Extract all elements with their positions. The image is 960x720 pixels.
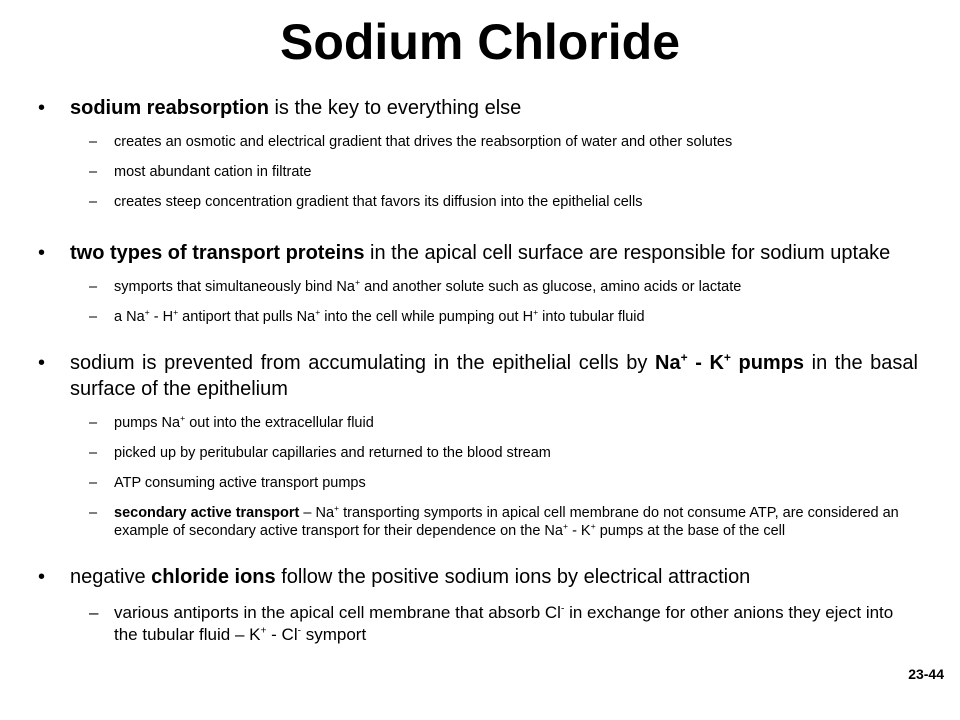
sub-text: creates an osmotic and electrical gradient that drives the reabsorption of water and other solutes (114, 134, 733, 150)
sub-text: various antiports in the apical cell membrane that absorb Cl (114, 603, 561, 622)
bullet-dot: • (38, 97, 46, 119)
sub-item (38, 602, 918, 646)
superscript: + (173, 307, 179, 318)
superscript: + (144, 307, 150, 318)
sub-text: antiport that pulls Na (178, 309, 316, 325)
superscript: + (680, 350, 688, 365)
dash-marker: – (89, 415, 98, 431)
dash-marker: – (89, 279, 98, 295)
bullet-text: sodium is prevented from accumulating in the epithelial cells by (70, 352, 656, 374)
superscript: + (315, 307, 321, 318)
page-number: 23-44 (908, 666, 944, 682)
bullet-chloride-ions (38, 564, 918, 590)
bullet-bold-text: - K (687, 352, 724, 374)
dash-marker: – (89, 194, 98, 210)
sub-text: a Na (114, 309, 145, 325)
sub-text: creates steep concentration gradient that favors its diffusion into the epithelial cells (114, 194, 643, 210)
sub-text: into the cell while pumping out H (320, 309, 534, 325)
sub-list (38, 278, 918, 326)
bullet-dot: • (38, 242, 46, 264)
sub-text: symports that simultaneously bind Na (114, 279, 355, 295)
sub-item (38, 278, 918, 296)
sub-text: - H (149, 309, 174, 325)
slide-content (38, 95, 918, 646)
dash-marker: – (89, 445, 98, 461)
superscript: - (297, 625, 302, 637)
sub-text: most abundant cation in filtrate (114, 164, 312, 180)
bullet-bold-text: chloride ions (151, 566, 276, 588)
sub-text: - Cl (266, 625, 298, 644)
sub-list (38, 133, 918, 211)
bullet-text: negative (70, 566, 152, 588)
bullet-text: follow the positive sodium ions by electrical attraction (275, 566, 751, 588)
sub-item (38, 133, 918, 151)
bullet-bold-text: sodium reabsorption (70, 97, 269, 119)
sub-item (38, 163, 918, 181)
sub-text: transporting symports in apical cell membrane do not consume ATP, are considered an example of secondary active transport for their dependence on the Na (114, 505, 899, 539)
bullet-dot: • (38, 352, 46, 374)
dash-marker: – (89, 164, 98, 180)
sub-item (38, 193, 918, 211)
sub-bold-text: secondary active transport (114, 505, 300, 521)
dash-marker: – (89, 475, 98, 491)
bullet-text: in the apical cell surface are responsible for sodium uptake (364, 242, 891, 264)
bullet-na-k-pumps (38, 350, 918, 402)
sub-text: ATP consuming active transport pumps (114, 475, 366, 491)
sub-text: – Na (299, 505, 335, 521)
sub-item (38, 444, 918, 462)
bullet-sodium-reabsorption (38, 95, 918, 121)
superscript: + (533, 307, 539, 318)
sub-text: in exchange for other anions they eject into the tubular fluid – K (114, 603, 894, 644)
dash-marker: – (89, 134, 98, 150)
bullet-bold-text: pumps (730, 352, 805, 374)
bullet-bold-text: two types of transport proteins (70, 242, 365, 264)
dash-marker: – (89, 505, 98, 521)
sub-item (38, 414, 918, 432)
bullet-text: is the key to everything else (268, 97, 522, 119)
bullet-dot: • (38, 566, 46, 588)
dash-marker: – (89, 309, 98, 325)
bullet-bold-text: Na (655, 352, 681, 374)
sub-item (38, 474, 918, 492)
sub-item (38, 504, 918, 540)
bullet-text: in the basal surface of the epithelium (70, 352, 918, 400)
sub-text: out into the extracellular fluid (185, 415, 374, 431)
sub-item (38, 308, 918, 326)
superscript: + (590, 521, 596, 532)
superscript: + (334, 503, 340, 514)
sub-text: picked up by peritubular capillaries and returned to the blood stream (114, 445, 551, 461)
sub-text: and another solute such as glucose, amino acids or lactate (360, 279, 742, 295)
sub-text: - K (568, 523, 591, 539)
sub-text: pumps at the base of the cell (595, 523, 786, 539)
bullet-transport-proteins (38, 240, 918, 266)
superscript: + (562, 521, 569, 532)
dash-marker: – (89, 603, 99, 622)
superscript: + (260, 625, 267, 637)
slide-title: Sodium Chloride (280, 14, 680, 70)
superscript: + (723, 350, 731, 365)
sub-list (38, 602, 918, 646)
superscript: + (354, 277, 361, 288)
sub-list (38, 414, 918, 540)
superscript: - (560, 603, 565, 615)
sub-text: into tubular fluid (538, 309, 645, 325)
sub-text: symport (301, 625, 367, 644)
sub-text: pumps Na (114, 415, 181, 431)
superscript: + (180, 413, 186, 424)
